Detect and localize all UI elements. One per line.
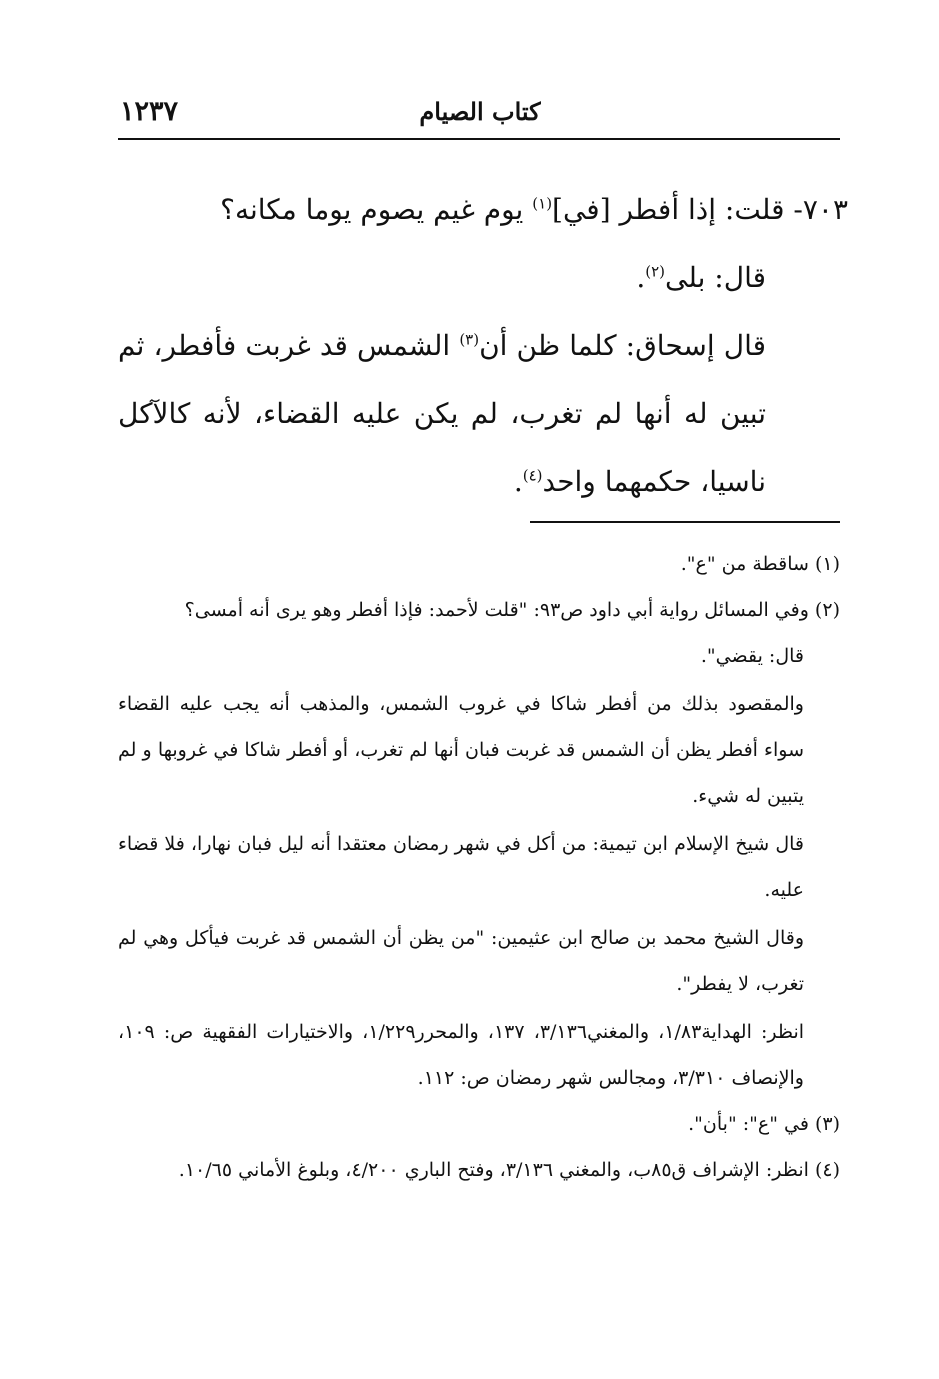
ishaq-text-b: الشمس قد غربت فأفطر، ثم تبين له أنها لم تغرب، لم يكن عليه القضاء، لأنه كالآكل ناسيا، حكمهما واحد bbox=[118, 329, 766, 498]
header-rule bbox=[118, 138, 840, 140]
footnote-2-ibn-uthaymin: وقال الشيخ محمد بن صالح ابن عثيمين: "من يظن أن الشمس قد غربت فيأكل وهي لم تغرب، لا يفطر". bbox=[118, 927, 804, 995]
question-paragraph bbox=[118, 176, 848, 244]
ishaq-paragraph bbox=[118, 312, 848, 516]
ishaq-text-a: قال إسحاق: كلما ظن أن bbox=[479, 329, 767, 362]
footnote-ref-2[interactable]: (٢) bbox=[645, 262, 665, 281]
running-title: كتاب الصيام bbox=[419, 97, 541, 126]
question-tail: يوم غيم يصوم يوما مكانه؟ bbox=[220, 193, 533, 226]
answer-paragraph bbox=[118, 244, 848, 312]
footnote-2-references: انظر: الهداية١/٨٣، والمغني٣/١٣٦، ١٣٧، والمحرر١/٢٢٩، والاختيارات الفقهية ص: ١٠٩، والإنصاف ٣/٣١٠، ومجالس شهر رمضان ص: ١١٢. bbox=[118, 1021, 805, 1089]
footnote-separator bbox=[530, 521, 840, 523]
footnote-ref-3[interactable]: (٣) bbox=[459, 330, 480, 349]
answer-tail: . bbox=[636, 261, 646, 294]
footnote-2-ibn-taymiyya: قال شيخ الإسلام ابن تيمية: من أكل في شهر رمضان معتقدا أنه ليل فبان نهارا، فلا قضاء عليه. bbox=[118, 833, 804, 901]
footnote-2-explanation: والمقصود بذلك من أفطر شاكا في غروب الشمس، والمذهب أنه يجب عليه القضاء سواء أفطر يظن أن الشمس قد غربت فبان أنها لم تغرب، أو أفطر شاكا في غروبها و لم يتبين له شيء. bbox=[118, 693, 804, 807]
footnote-ref-4[interactable]: (٤) bbox=[522, 466, 543, 485]
answer-text: قال: بلى bbox=[665, 261, 766, 294]
footnote-1: (١) ساقطة من "ع". bbox=[680, 553, 840, 575]
main-text bbox=[118, 176, 848, 516]
footnote-3: (٣) في "ع": "بأن". bbox=[688, 1113, 840, 1135]
page-number: ١٢٣٧ bbox=[120, 96, 179, 127]
question-text: ٧٠٣- قلت: إذا أفطر [في] bbox=[552, 193, 848, 226]
footnote-ref-1[interactable]: (١) bbox=[532, 194, 553, 213]
footnote-4: (٤) انظر: الإشراف ق٨٥ب، والمغني ٣/١٣٦، وفتح الباري ٤/٢٠٠، وبلوغ الأماني ١٠/٦٥. bbox=[178, 1159, 840, 1181]
ishaq-tail: . bbox=[513, 465, 523, 498]
footnotes bbox=[118, 541, 840, 1193]
footnote-2-quote-end: قال: يقضي". bbox=[700, 645, 804, 667]
footnote-2-intro: (٢) وفي المسائل رواية أبي داود ص٩٣: "قلت لأحمد: فإذا أفطر وهو يرى أنه أمسى؟ bbox=[184, 599, 840, 621]
